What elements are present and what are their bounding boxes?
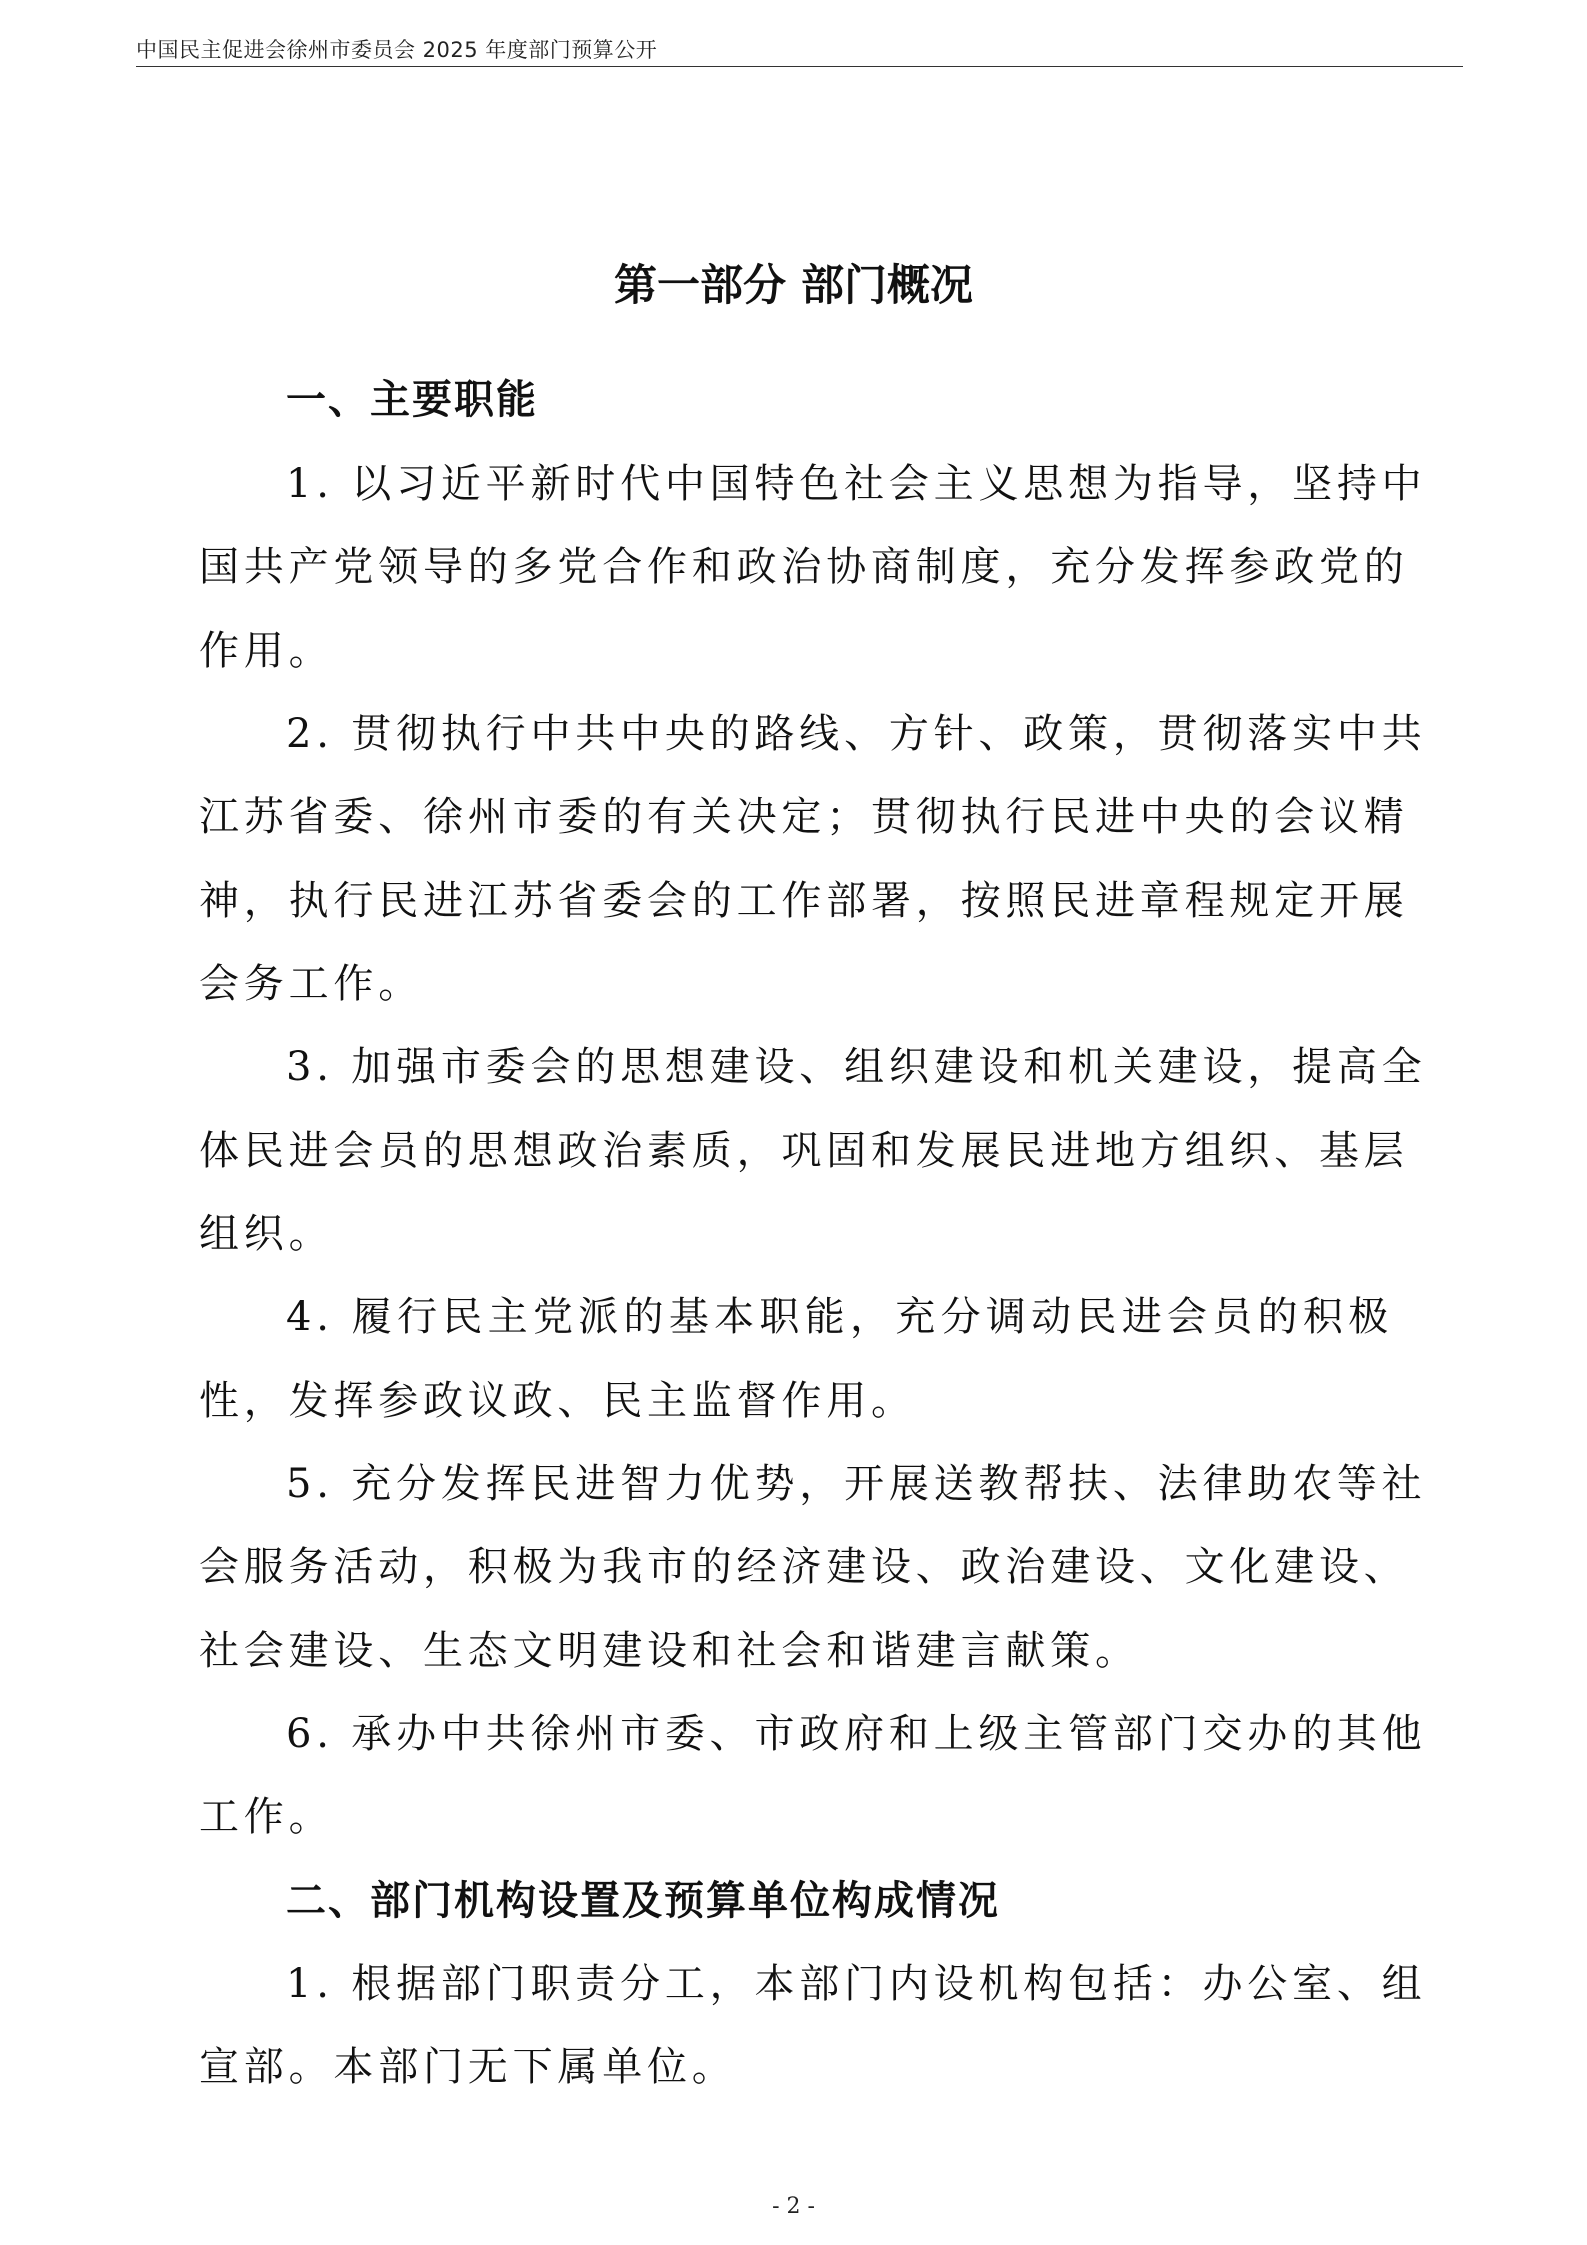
paragraph-line: 组织。 [199, 1211, 334, 1257]
page-header: 中国民主促进会徐州市委员会 2025 年度部门预算公开 [136, 38, 658, 62]
paragraph-line: 会服务活动，积极为我市的经济建设、政治建设、文化建设、 [199, 1544, 1409, 1590]
page-number: - 2 - [772, 2194, 815, 2219]
paragraph-line: 6. 承办中共徐州市委、市政府和上级主管部门交办的其他 [286, 1711, 1427, 1757]
paragraph-line: 3. 加强市委会的思想建设、组织建设和机关建设，提高全 [286, 1044, 1427, 1090]
paragraph-line: 社会建设、生态文明建设和社会和谐建言献策。 [199, 1628, 1140, 1674]
paragraph-line: 国共产党领导的多党合作和政治协商制度，充分发挥参政党的 [199, 544, 1409, 590]
document-title: 第一部分 部门概况 [614, 261, 973, 311]
paragraph-line: 1. 根据部门职责分工，本部门内设机构包括：办公室、组 [286, 1961, 1427, 2007]
paragraph-line: 神，执行民进江苏省委会的工作部署，按照民进章程规定开展 [199, 878, 1409, 924]
paragraph-line: 江苏省委、徐州市委的有关决定；贯彻执行民进中央的会议精 [199, 794, 1409, 840]
paragraph-line: 1. 以习近平新时代中国特色社会主义思想为指导，坚持中 [286, 461, 1427, 507]
paragraph-line: 会务工作。 [199, 961, 423, 1007]
paragraph-line: 5. 充分发挥民进智力优势，开展送教帮扶、法律助农等社 [286, 1461, 1427, 1507]
section-heading: 一、主要职能 [286, 377, 538, 423]
paragraph-line: 4. 履行民主党派的基本职能，充分调动民进会员的积极 [286, 1294, 1393, 1340]
paragraph-line: 工作。 [199, 1794, 334, 1840]
paragraph-line: 性，发挥参政议政、民主监督作用。 [199, 1378, 916, 1424]
paragraph-line: 体民进会员的思想政治素质，巩固和发展民进地方组织、基层 [199, 1128, 1409, 1174]
paragraph-line: 宣部。本部门无下属单位。 [199, 2044, 737, 2090]
paragraph-line: 2. 贯彻执行中共中央的路线、方针、政策，贯彻落实中共 [286, 711, 1427, 757]
header-divider [136, 66, 1463, 67]
section-heading: 二、部门机构设置及预算单位构成情况 [286, 1878, 1000, 1924]
paragraph-line: 作用。 [199, 628, 334, 674]
